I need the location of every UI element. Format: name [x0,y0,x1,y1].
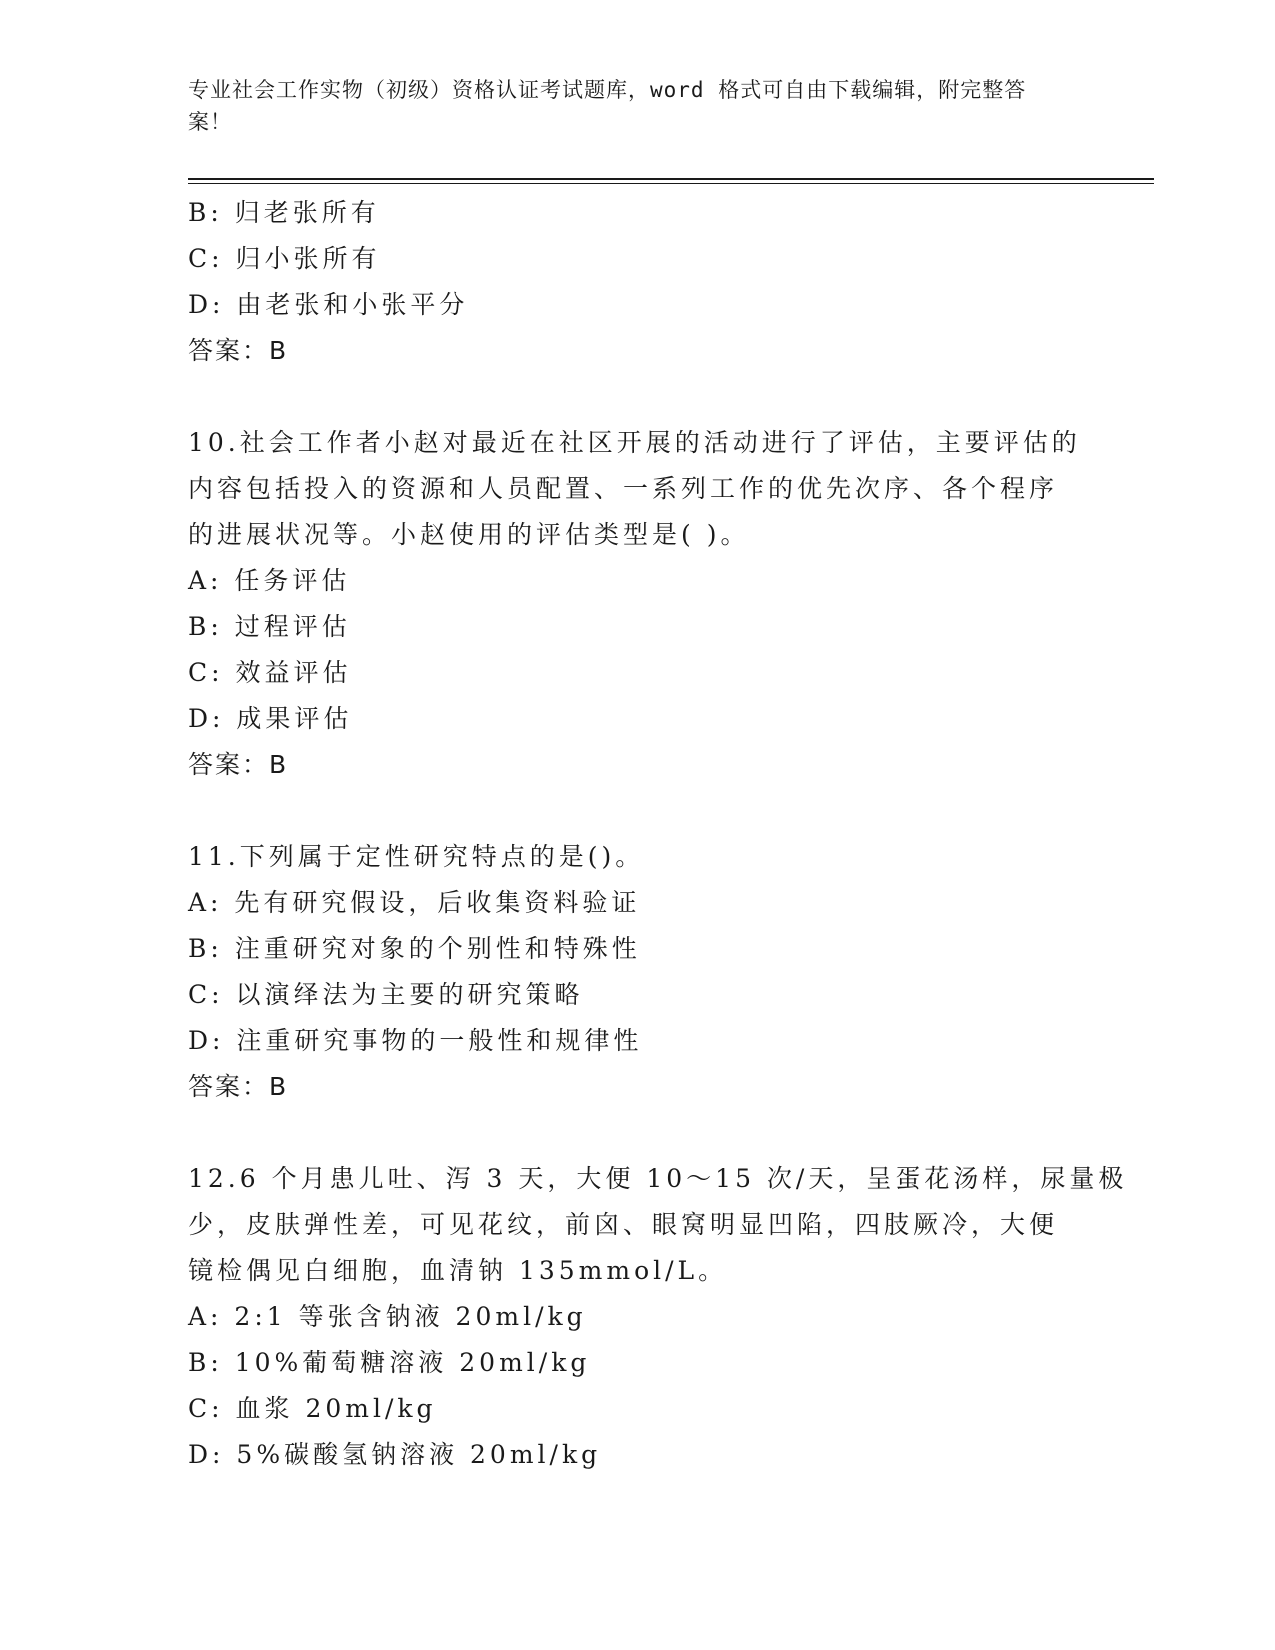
option-d: D: 由老张和小张平分 [188,290,469,319]
option-b: B: 注重研究对象的个别性和特殊性 [188,934,641,963]
spacer [188,374,1088,420]
question-list [188,190,1128,1478]
question-stem: 镜检偶见白细胞，血清钠 135mmol/L。 [188,1256,728,1285]
question-11 [188,834,1088,1110]
option-a: A: 任务评估 [188,566,351,595]
option-c: C: 血浆 20ml/kg [188,1394,437,1423]
option-b: B: 归老张所有 [188,198,380,227]
option-b: B: 10%葡萄糖溶液 20ml/kg [188,1348,591,1377]
spacer [188,788,1088,834]
question-12 [188,1156,1128,1478]
question-stem: 的进展状况等。小赵使用的评估类型是( )。 [188,520,750,549]
option-a: A: 先有研究假设，后收集资料验证 [188,888,641,917]
option-d: D: 5%碳酸氢钠溶液 20ml/kg [188,1440,602,1469]
option-c: C: 归小张所有 [188,244,381,273]
spacer [188,1110,1088,1156]
answer: 答案：B [188,1072,289,1101]
option-c: C: 效益评估 [188,658,352,687]
question-stem: 12.6 个月患儿吐、泻 3 天，大便 10～15 次/天，呈蛋花汤样，尿量极 [188,1164,1128,1193]
question-stem: 少，皮肤弹性差，可见花纹，前囟、眼窝明显凹陷，四肢厥冷，大便 [188,1210,1059,1239]
option-c: C: 以演绎法为主要的研究策略 [188,980,584,1009]
question-stem: 10.社会工作者小赵对最近在社区开展的活动进行了评估，主要评估的 [188,428,1081,457]
question-stem: 11.下列属于定性研究特点的是()。 [188,842,645,871]
option-a: A: 2:1 等张含钠液 20ml/kg [188,1302,587,1331]
answer: 答案：B [188,750,289,779]
option-d: D: 成果评估 [188,704,353,733]
question-9 [188,190,1088,374]
page-header: 专业社会工作实物（初级）资格认证考试题库，word 格式可自由下载编辑，附完整答案！ [188,78,1027,134]
question-stem: 内容包括投入的资源和人员配置、一系列工作的优先次序、各个程序 [188,474,1059,503]
option-b: B: 过程评估 [188,612,351,641]
answer: 答案：B [188,336,289,365]
header-rule-thin [188,183,1154,184]
option-d: D: 注重研究事物的一般性和规律性 [188,1026,643,1055]
question-10 [188,420,1088,788]
header-rule [188,178,1154,180]
